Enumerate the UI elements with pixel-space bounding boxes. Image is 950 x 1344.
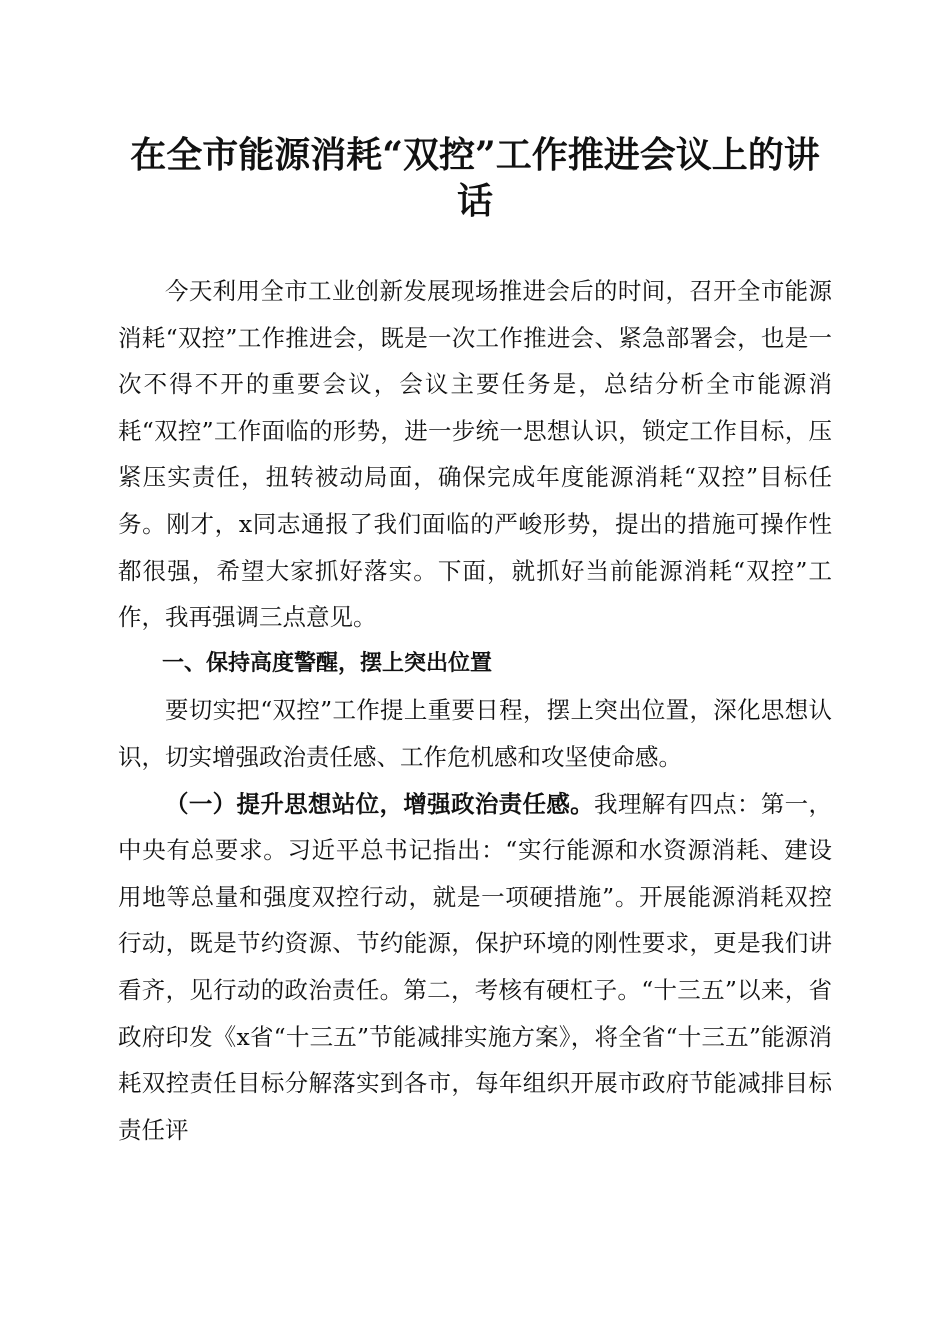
subsection-body: 我理解有四点：第一，中央有总要求。习近平总书记指出：“实行能源和水资源消耗、建设用地等总量和强度双控行动，就是一项硬措施”。开展能源消耗双控行动，既是节约资源、节约能源，保护环境的刚性要求，更是我们讲看齐，见行动的政治责任。第二，考核有硬杠子。“十三五”以来，省政府印发《x省“十三五”节能减排实施方案》，将全省“十三五”能源消耗双控责任目标分解落实到各市，每年组织开展市政府节能减排目标责任评 [118, 789, 832, 1144]
section-heading-1: 一、保持高度警醒，摆上突出位置 [162, 650, 493, 676]
subsection-lead: （一）提升思想站位，增强政治责任感。 [165, 789, 594, 818]
paragraph-intro: 今天利用全市工业创新发展现场推进会后的时间，召开全市能源消耗“双控”工作推进会，既是一次工作推进会、紧急部署会，也是一次不得不开的重要会议，会议主要任务是，总结分析全市能源消耗“双控”工作面临的形势，进一步统一思想认识，锁定工作目标，压紧压实责任，扭转被动局面，确保完成年度能源消耗“双控”目标任务。刚才，x同志通报了我们面临的严峻形势，提出的措施可操作性都很强，希望大家抓好落实。下面，就抓好当前能源消耗“双控”工作，我再强调三点意见。 [118, 277, 832, 632]
paragraph-section-1-intro: 要切实把“双控”工作提上重要日程，摆上突出位置，深化思想认识，切实增强政治责任感、工作危机感和攻坚使命感。 [118, 696, 832, 771]
paragraph-subsection-1 [118, 781, 832, 1154]
document-title: 在全市能源消耗“双控”工作推进会议上的讲话 [130, 134, 820, 222]
